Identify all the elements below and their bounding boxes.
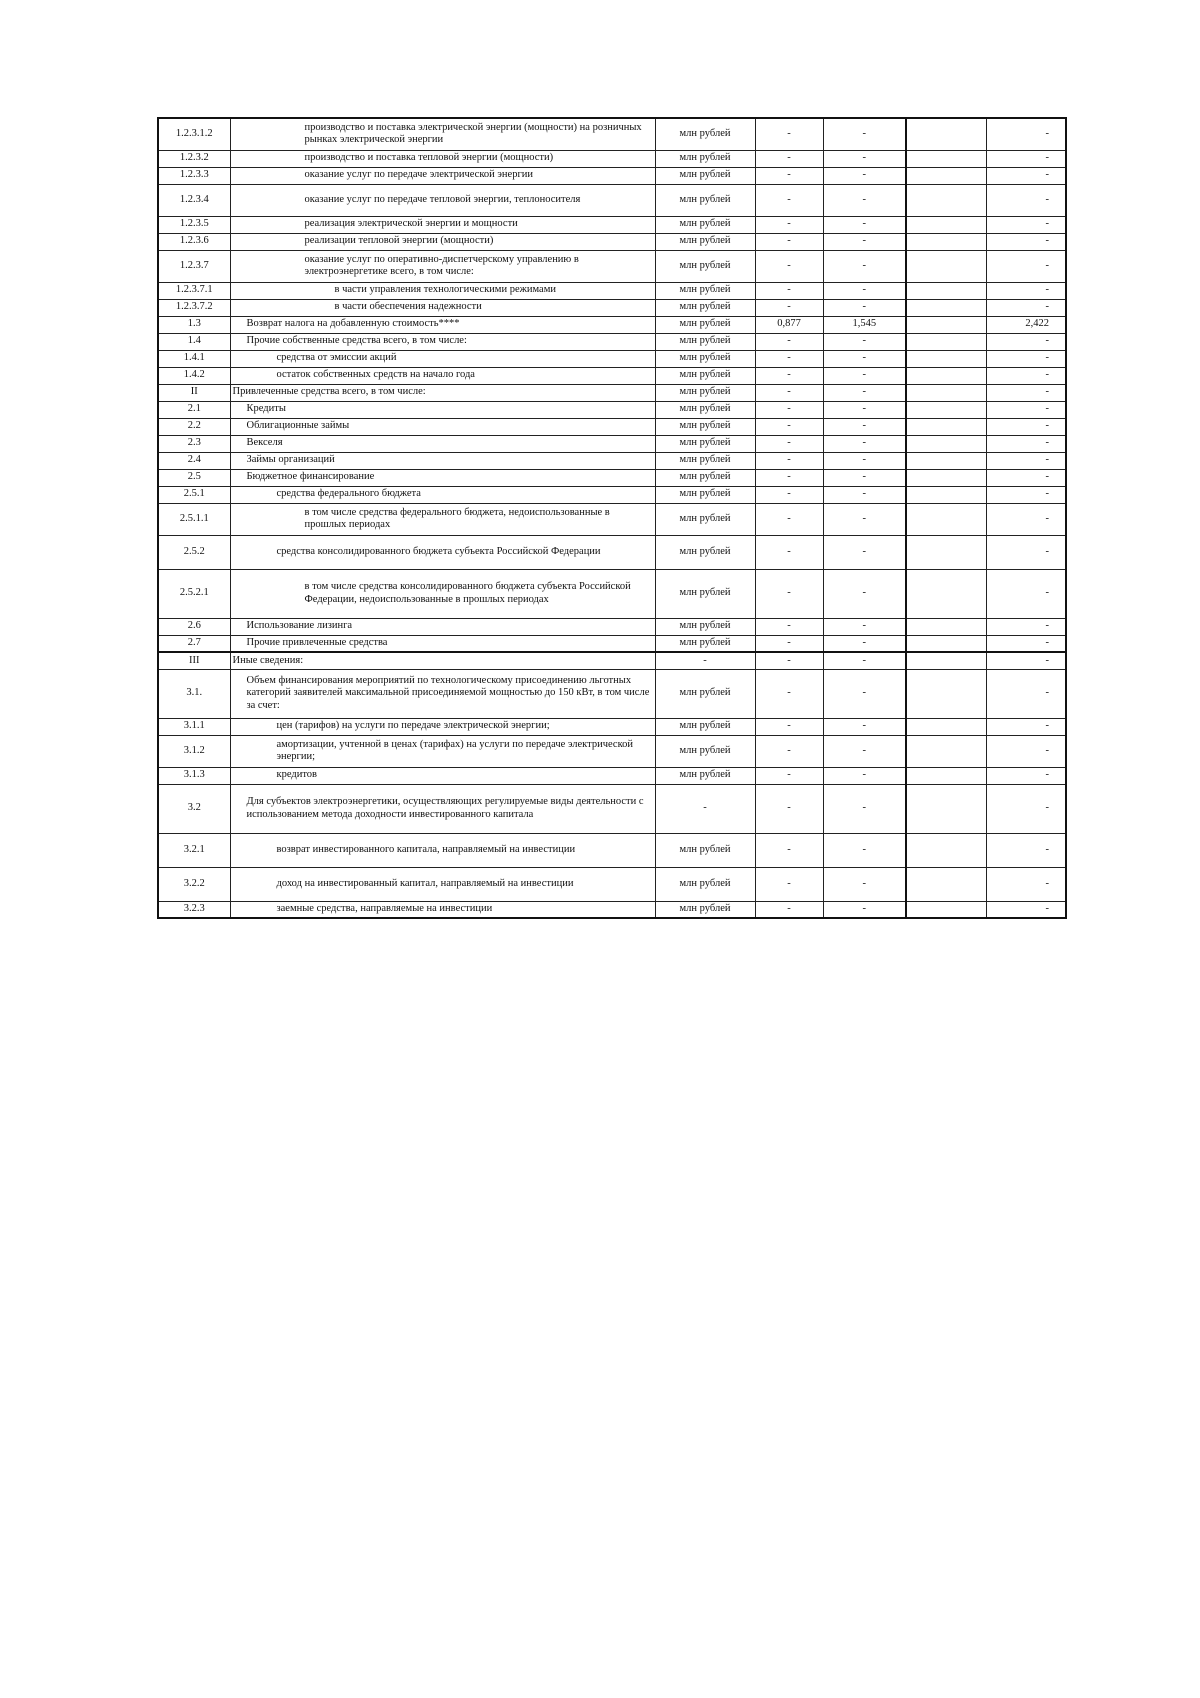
row-name: средства от эмиссии акций: [230, 350, 655, 367]
row-unit: млн рублей: [655, 569, 755, 618]
row-value-2: -: [823, 833, 906, 867]
row-code: 1.2.3.3: [158, 167, 230, 184]
table-row: [158, 250, 1066, 282]
row-name: Бюджетное финансирование: [230, 469, 655, 486]
row-value-total: -: [986, 618, 1066, 635]
row-value-2: -: [823, 718, 906, 735]
row-unit: млн рублей: [655, 486, 755, 503]
row-value-1: -: [755, 652, 823, 669]
row-value-1: -: [755, 833, 823, 867]
row-value-3: [906, 118, 986, 150]
row-name: Облигационные займы: [230, 418, 655, 435]
row-value-1: -: [755, 452, 823, 469]
row-value-total: -: [986, 333, 1066, 350]
row-code: 3.1.3: [158, 767, 230, 784]
row-value-3: [906, 469, 986, 486]
row-value-1: -: [755, 167, 823, 184]
row-value-3: [906, 486, 986, 503]
row-value-total: -: [986, 233, 1066, 250]
table-row: [158, 503, 1066, 535]
row-value-2: -: [823, 486, 906, 503]
row-value-1: -: [755, 350, 823, 367]
row-value-total: -: [986, 767, 1066, 784]
row-name: возврат инвестированного капитала, направляемый на инвестиции: [230, 833, 655, 867]
row-code: 2.3: [158, 435, 230, 452]
row-value-2: -: [823, 118, 906, 150]
row-name: Иные сведения:: [230, 652, 655, 669]
row-value-2: -: [823, 435, 906, 452]
table-row: [158, 867, 1066, 901]
table-row: [158, 618, 1066, 635]
row-code: 2.5.2: [158, 535, 230, 569]
row-value-3: [906, 833, 986, 867]
row-value-total: -: [986, 299, 1066, 316]
table-row: [158, 901, 1066, 918]
row-value-2: -: [823, 233, 906, 250]
row-value-2: -: [823, 635, 906, 652]
row-value-total: -: [986, 452, 1066, 469]
row-name: амортизации, учтенной в ценах (тарифах) на услуги по передаче электрической энергии;: [230, 735, 655, 767]
row-value-2: -: [823, 350, 906, 367]
row-value-2: -: [823, 503, 906, 535]
table-row: [158, 184, 1066, 216]
row-value-2: -: [823, 384, 906, 401]
row-unit: млн рублей: [655, 435, 755, 452]
row-unit: млн рублей: [655, 118, 755, 150]
row-value-2: -: [823, 469, 906, 486]
table-row: [158, 216, 1066, 233]
table-row: [158, 486, 1066, 503]
row-value-3: [906, 233, 986, 250]
row-value-2: -: [823, 901, 906, 918]
row-code: II: [158, 384, 230, 401]
row-name: средства консолидированного бюджета субъекта Российской Федерации: [230, 535, 655, 569]
row-name: производство и поставка электрической энергии (мощности) на розничных рынках электрической энергии: [230, 118, 655, 150]
row-name: Векселя: [230, 435, 655, 452]
row-value-3: [906, 299, 986, 316]
table-body: [158, 118, 1066, 918]
row-name: в том числе средства консолидированного бюджета субъекта Российской Федерации, недоиспользованные в прошлых периодах: [230, 569, 655, 618]
row-unit: млн рублей: [655, 469, 755, 486]
table-row: [158, 367, 1066, 384]
row-value-1: -: [755, 299, 823, 316]
table-row: [158, 282, 1066, 299]
row-value-total: -: [986, 118, 1066, 150]
row-value-3: [906, 735, 986, 767]
row-value-1: -: [755, 150, 823, 167]
row-unit: млн рублей: [655, 216, 755, 233]
row-unit: млн рублей: [655, 150, 755, 167]
row-value-1: -: [755, 569, 823, 618]
row-value-1: -: [755, 767, 823, 784]
row-code: 2.2: [158, 418, 230, 435]
row-unit: млн рублей: [655, 316, 755, 333]
row-value-3: [906, 618, 986, 635]
row-value-3: [906, 418, 986, 435]
row-name: Использование лизинга: [230, 618, 655, 635]
row-code: 1.3: [158, 316, 230, 333]
row-value-total: -: [986, 469, 1066, 486]
row-value-3: [906, 452, 986, 469]
row-code: 1.2.3.7.2: [158, 299, 230, 316]
row-code: 3.1.: [158, 669, 230, 718]
row-value-total: -: [986, 669, 1066, 718]
row-value-1: -: [755, 635, 823, 652]
row-code: 2.5: [158, 469, 230, 486]
row-code: 2.7: [158, 635, 230, 652]
row-value-2: -: [823, 367, 906, 384]
row-value-2: -: [823, 618, 906, 635]
row-name: кредитов: [230, 767, 655, 784]
table-row: [158, 833, 1066, 867]
row-value-total: -: [986, 486, 1066, 503]
row-name: производство и поставка тепловой энергии (мощности): [230, 150, 655, 167]
row-name: цен (тарифов) на услуги по передаче электрической энергии;: [230, 718, 655, 735]
table-row: [158, 735, 1066, 767]
row-name: Прочие привлеченные средства: [230, 635, 655, 652]
row-value-3: [906, 367, 986, 384]
table-row: [158, 150, 1066, 167]
row-name: в том числе средства федерального бюджета, недоиспользованные в прошлых периодах: [230, 503, 655, 535]
table-row: [158, 784, 1066, 833]
row-code: 1.2.3.6: [158, 233, 230, 250]
row-code: 2.5.1.1: [158, 503, 230, 535]
row-value-total: -: [986, 535, 1066, 569]
table-row: [158, 316, 1066, 333]
row-name: оказание услуг по передаче электрической энергии: [230, 167, 655, 184]
row-value-total: -: [986, 652, 1066, 669]
row-value-2: 1,545: [823, 316, 906, 333]
row-value-total: -: [986, 367, 1066, 384]
row-value-total: -: [986, 635, 1066, 652]
row-value-1: -: [755, 216, 823, 233]
row-value-1: -: [755, 784, 823, 833]
row-value-3: [906, 150, 986, 167]
row-unit: млн рублей: [655, 735, 755, 767]
row-value-1: -: [755, 901, 823, 918]
row-value-1: -: [755, 435, 823, 452]
row-name: Возврат налога на добавленную стоимость****: [230, 316, 655, 333]
row-value-2: -: [823, 784, 906, 833]
row-unit: млн рублей: [655, 767, 755, 784]
row-value-2: -: [823, 250, 906, 282]
row-unit: млн рублей: [655, 384, 755, 401]
row-value-total: -: [986, 150, 1066, 167]
row-value-total: -: [986, 167, 1066, 184]
row-value-1: -: [755, 250, 823, 282]
row-value-2: -: [823, 418, 906, 435]
row-value-total: -: [986, 435, 1066, 452]
row-value-2: -: [823, 452, 906, 469]
row-value-total: -: [986, 184, 1066, 216]
table-row: [158, 401, 1066, 418]
row-value-1: 0,877: [755, 316, 823, 333]
row-value-3: [906, 333, 986, 350]
row-name: реализация электрической энергии и мощности: [230, 216, 655, 233]
row-unit: млн рублей: [655, 333, 755, 350]
row-name: средства федерального бюджета: [230, 486, 655, 503]
row-unit: млн рублей: [655, 184, 755, 216]
table-row: [158, 469, 1066, 486]
row-value-3: [906, 401, 986, 418]
row-value-3: [906, 250, 986, 282]
row-value-1: -: [755, 367, 823, 384]
row-unit: млн рублей: [655, 867, 755, 901]
row-value-1: -: [755, 384, 823, 401]
row-value-3: [906, 635, 986, 652]
row-unit: млн рублей: [655, 618, 755, 635]
table-row: [158, 418, 1066, 435]
row-value-3: [906, 503, 986, 535]
row-name: Привлеченные средства всего, в том числе:: [230, 384, 655, 401]
row-name: Займы организаций: [230, 452, 655, 469]
table-row: [158, 333, 1066, 350]
row-unit: млн рублей: [655, 503, 755, 535]
row-value-1: -: [755, 535, 823, 569]
row-value-2: -: [823, 282, 906, 299]
row-code: 3.2: [158, 784, 230, 833]
row-value-3: [906, 350, 986, 367]
row-code: 3.2.3: [158, 901, 230, 918]
row-value-total: 2,422: [986, 316, 1066, 333]
table-row: [158, 167, 1066, 184]
row-value-2: -: [823, 216, 906, 233]
row-value-2: -: [823, 735, 906, 767]
row-value-1: -: [755, 486, 823, 503]
table-row: [158, 233, 1066, 250]
row-unit: млн рублей: [655, 833, 755, 867]
row-unit: млн рублей: [655, 452, 755, 469]
row-value-total: -: [986, 503, 1066, 535]
row-value-2: -: [823, 535, 906, 569]
row-code: 1.2.3.1.2: [158, 118, 230, 150]
row-value-3: [906, 767, 986, 784]
row-value-2: -: [823, 669, 906, 718]
row-unit: млн рублей: [655, 233, 755, 250]
row-value-total: -: [986, 401, 1066, 418]
row-value-2: -: [823, 333, 906, 350]
row-value-2: -: [823, 401, 906, 418]
row-value-2: -: [823, 150, 906, 167]
table-row: [158, 767, 1066, 784]
row-value-total: -: [986, 867, 1066, 901]
table-row: [158, 652, 1066, 669]
row-value-3: [906, 435, 986, 452]
row-code: 1.2.3.7.1: [158, 282, 230, 299]
row-code: 3.2.2: [158, 867, 230, 901]
row-unit: -: [655, 784, 755, 833]
row-value-2: -: [823, 652, 906, 669]
row-code: 2.1: [158, 401, 230, 418]
table-row: [158, 569, 1066, 618]
row-value-1: -: [755, 418, 823, 435]
row-value-3: [906, 282, 986, 299]
row-name: доход на инвестированный капитал, направляемый на инвестиции: [230, 867, 655, 901]
row-name: реализации тепловой энергии (мощности): [230, 233, 655, 250]
row-value-2: -: [823, 184, 906, 216]
table-row: [158, 669, 1066, 718]
row-value-1: -: [755, 184, 823, 216]
row-value-3: [906, 216, 986, 233]
row-unit: млн рублей: [655, 401, 755, 418]
row-value-2: -: [823, 299, 906, 316]
table-row: [158, 718, 1066, 735]
row-unit: млн рублей: [655, 299, 755, 316]
row-value-1: -: [755, 469, 823, 486]
row-value-1: -: [755, 618, 823, 635]
row-value-3: [906, 184, 986, 216]
row-value-2: -: [823, 867, 906, 901]
row-name: Прочие собственные средства всего, в том числе:: [230, 333, 655, 350]
row-value-total: -: [986, 901, 1066, 918]
row-unit: млн рублей: [655, 718, 755, 735]
table-row: [158, 299, 1066, 316]
row-value-total: -: [986, 282, 1066, 299]
row-value-2: -: [823, 167, 906, 184]
row-value-2: -: [823, 569, 906, 618]
row-value-1: -: [755, 503, 823, 535]
row-value-3: [906, 718, 986, 735]
row-value-1: -: [755, 867, 823, 901]
row-value-2: -: [823, 767, 906, 784]
row-value-total: -: [986, 216, 1066, 233]
row-code: 1.2.3.5: [158, 216, 230, 233]
row-value-3: [906, 784, 986, 833]
row-value-total: -: [986, 418, 1066, 435]
row-code: 3.1.2: [158, 735, 230, 767]
row-code: 2.5.1: [158, 486, 230, 503]
row-code: 1.2.3.2: [158, 150, 230, 167]
table-row: [158, 435, 1066, 452]
row-value-1: -: [755, 401, 823, 418]
row-name: Для субъектов электроэнергетики, осуществляющих регулируемые виды деятельности с использованием метода доходности инвестированного капитала: [230, 784, 655, 833]
row-value-1: -: [755, 333, 823, 350]
row-value-3: [906, 569, 986, 618]
row-code: 1.4.2: [158, 367, 230, 384]
row-value-total: -: [986, 384, 1066, 401]
row-name: в части управления технологическими режимами: [230, 282, 655, 299]
row-unit: млн рублей: [655, 901, 755, 918]
row-value-1: -: [755, 282, 823, 299]
row-unit: млн рублей: [655, 418, 755, 435]
row-value-total: -: [986, 735, 1066, 767]
row-unit: млн рублей: [655, 350, 755, 367]
row-value-3: [906, 384, 986, 401]
row-value-3: [906, 316, 986, 333]
table-row: [158, 350, 1066, 367]
row-code: 3.2.1: [158, 833, 230, 867]
row-unit: млн рублей: [655, 167, 755, 184]
table-row: [158, 535, 1066, 569]
row-value-3: [906, 867, 986, 901]
row-value-3: [906, 901, 986, 918]
row-name: Объем финансирования мероприятий по технологическому присоединению льготных категорий заявителей максимальной присоединяемой мощностью до 150 кВт, в том числе за счет:: [230, 669, 655, 718]
row-unit: млн рублей: [655, 669, 755, 718]
row-unit: млн рублей: [655, 535, 755, 569]
row-name: заемные средства, направляемые на инвестиции: [230, 901, 655, 918]
row-name: оказание услуг по передаче тепловой энергии, теплоносителя: [230, 184, 655, 216]
row-value-1: -: [755, 669, 823, 718]
row-value-3: [906, 669, 986, 718]
row-unit: млн рублей: [655, 367, 755, 384]
row-value-total: -: [986, 569, 1066, 618]
row-name: Кредиты: [230, 401, 655, 418]
row-value-1: -: [755, 718, 823, 735]
row-code: 3.1.1: [158, 718, 230, 735]
row-code: 1.4.1: [158, 350, 230, 367]
table-row: [158, 635, 1066, 652]
row-name: остаток собственных средств на начало года: [230, 367, 655, 384]
row-name: в части обеспечения надежности: [230, 299, 655, 316]
row-unit: -: [655, 652, 755, 669]
row-value-total: -: [986, 718, 1066, 735]
financing-sources-table: [157, 117, 1067, 919]
table-row: [158, 384, 1066, 401]
table-row: [158, 118, 1066, 150]
row-unit: млн рублей: [655, 250, 755, 282]
row-code: 1.4: [158, 333, 230, 350]
row-unit: млн рублей: [655, 282, 755, 299]
row-value-total: -: [986, 784, 1066, 833]
row-unit: млн рублей: [655, 635, 755, 652]
row-value-total: -: [986, 833, 1066, 867]
row-code: III: [158, 652, 230, 669]
row-value-total: -: [986, 250, 1066, 282]
row-name: оказание услуг по оперативно-диспетчерскому управлению в электроэнергетике всего, в том числе:: [230, 250, 655, 282]
row-value-1: -: [755, 735, 823, 767]
row-value-total: -: [986, 350, 1066, 367]
row-value-3: [906, 652, 986, 669]
row-code: 2.6: [158, 618, 230, 635]
row-value-3: [906, 167, 986, 184]
row-value-1: -: [755, 233, 823, 250]
row-value-1: -: [755, 118, 823, 150]
row-code: 2.5.2.1: [158, 569, 230, 618]
row-value-3: [906, 535, 986, 569]
table-row: [158, 452, 1066, 469]
row-code: 2.4: [158, 452, 230, 469]
row-code: 1.2.3.4: [158, 184, 230, 216]
row-code: 1.2.3.7: [158, 250, 230, 282]
